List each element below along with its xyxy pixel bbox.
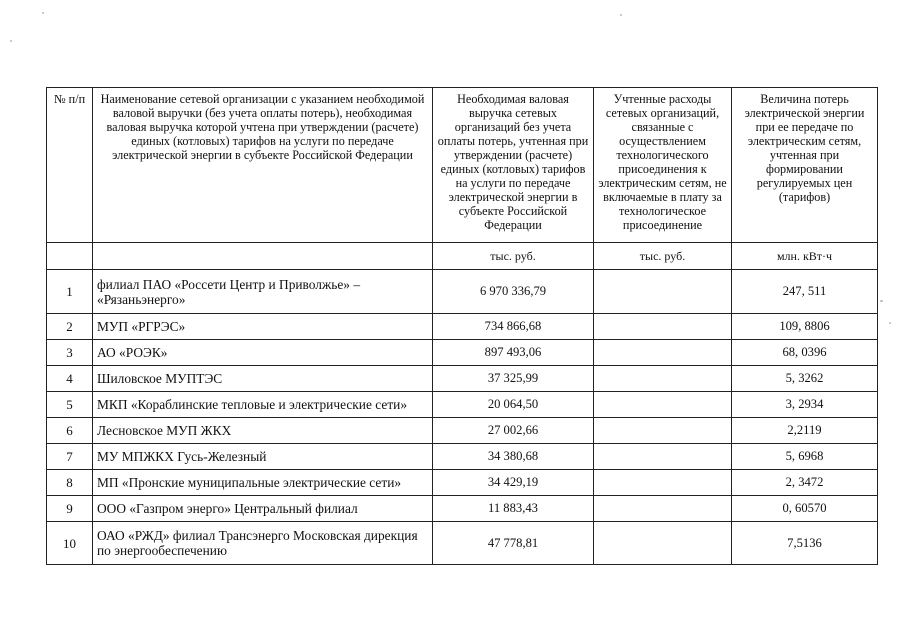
organization-name: АО «РОЭК» (93, 340, 433, 366)
gross-revenue-value: 897 493,06 (433, 340, 594, 366)
energy-losses-value: 109, 8806 (732, 314, 878, 340)
row-number: 7 (47, 444, 93, 470)
connection-expenses-value (594, 314, 732, 340)
row-number: 6 (47, 418, 93, 444)
organization-name: филиал ПАО «Россети Центр и Приволжье» – «Рязаньэнерго» (93, 270, 433, 314)
organization-name: МКП «Кораблинские тепловые и электрические сети» (93, 392, 433, 418)
energy-losses-value: 5, 3262 (732, 366, 878, 392)
table-row (47, 314, 878, 340)
header-organization: Наименование сетевой организации с указанием необходимой валовой выручки (без учета оплаты потерь), необходимая валовая выручка которой учтена при утверждении (расчете) единых (котловых) тарифов на услуги по передаче электрической энергии в субъекте Российской Федерации (93, 88, 433, 243)
scan-speck (620, 14, 622, 16)
unit-cell (93, 243, 433, 270)
organization-name: МП «Пронские муниципальные электрические сети» (93, 470, 433, 496)
connection-expenses-value (594, 418, 732, 444)
table-row (47, 392, 878, 418)
gross-revenue-value: 37 325,99 (433, 366, 594, 392)
row-number: 9 (47, 496, 93, 522)
energy-losses-value: 7,5136 (732, 522, 878, 565)
table-row (47, 418, 878, 444)
row-number: 10 (47, 522, 93, 565)
row-number: 1 (47, 270, 93, 314)
organization-name: МУ МПЖКХ Гусь-Железный (93, 444, 433, 470)
connection-expenses-value (594, 340, 732, 366)
table-row (47, 496, 878, 522)
energy-losses-value: 247, 511 (732, 270, 878, 314)
row-number: 5 (47, 392, 93, 418)
connection-expenses-value (594, 366, 732, 392)
header-energy-losses: Величина потерь электрической энергии при ее передаче по электрическим сетям, учтенная при формировании регулируемых цен (тарифов) (732, 88, 878, 243)
scan-speck (880, 300, 883, 302)
gross-revenue-value: 34 380,68 (433, 444, 594, 470)
row-number: 2 (47, 314, 93, 340)
connection-expenses-value (594, 444, 732, 470)
header-number: № п/п (47, 88, 93, 243)
gross-revenue-value: 734 866,68 (433, 314, 594, 340)
energy-losses-value: 3, 2934 (732, 392, 878, 418)
connection-expenses-value (594, 522, 732, 565)
table-row (47, 340, 878, 366)
row-number: 8 (47, 470, 93, 496)
unit-losses: млн. кВт·ч (732, 243, 878, 270)
connection-expenses-value (594, 270, 732, 314)
gross-revenue-value: 34 429,19 (433, 470, 594, 496)
energy-losses-value: 0, 60570 (732, 496, 878, 522)
header-gross-revenue: Необходимая валовая выручка сетевых организаций без учета оплаты потерь, учтенная при утверждении (расчете) единых (котловых) тарифов на услуги по передаче электрической энергии в субъекте Российской Федерации (433, 88, 594, 243)
unit-revenue: тыс. руб. (433, 243, 594, 270)
organization-name: ОАО «РЖД» филиал Трансэнерго Московская дирекция по энергообеспечению (93, 522, 433, 565)
gross-revenue-value: 11 883,43 (433, 496, 594, 522)
units-row (47, 243, 878, 270)
table-row (47, 444, 878, 470)
table-row (47, 366, 878, 392)
gross-revenue-value: 6 970 336,79 (433, 270, 594, 314)
connection-expenses-value (594, 470, 732, 496)
row-number: 4 (47, 366, 93, 392)
unit-cell (47, 243, 93, 270)
table-row (47, 522, 878, 565)
energy-losses-value: 2, 3472 (732, 470, 878, 496)
header-connection-expenses: Учтенные расходы сетевых организаций, связанные с осуществлением технологического присоединения к электрическим сетям, не включаемые в плату за технологическое присоединение (594, 88, 732, 243)
tariff-table (46, 87, 878, 565)
row-number: 3 (47, 340, 93, 366)
scan-speck (889, 322, 891, 324)
gross-revenue-value: 27 002,66 (433, 418, 594, 444)
connection-expenses-value (594, 392, 732, 418)
table-row (47, 470, 878, 496)
table-header-row (47, 88, 878, 243)
scan-speck (42, 12, 44, 14)
organization-name: Лесновское МУП ЖКХ (93, 418, 433, 444)
energy-losses-value: 5, 6968 (732, 444, 878, 470)
gross-revenue-value: 20 064,50 (433, 392, 594, 418)
organization-name: МУП «РГРЭС» (93, 314, 433, 340)
organization-name: ООО «Газпром энерго» Центральный филиал (93, 496, 433, 522)
organization-name: Шиловское МУПТЭС (93, 366, 433, 392)
scan-speck (10, 40, 12, 42)
table-row (47, 270, 878, 314)
gross-revenue-value: 47 778,81 (433, 522, 594, 565)
unit-expenses: тыс. руб. (594, 243, 732, 270)
energy-losses-value: 68, 0396 (732, 340, 878, 366)
connection-expenses-value (594, 496, 732, 522)
energy-losses-value: 2,2119 (732, 418, 878, 444)
